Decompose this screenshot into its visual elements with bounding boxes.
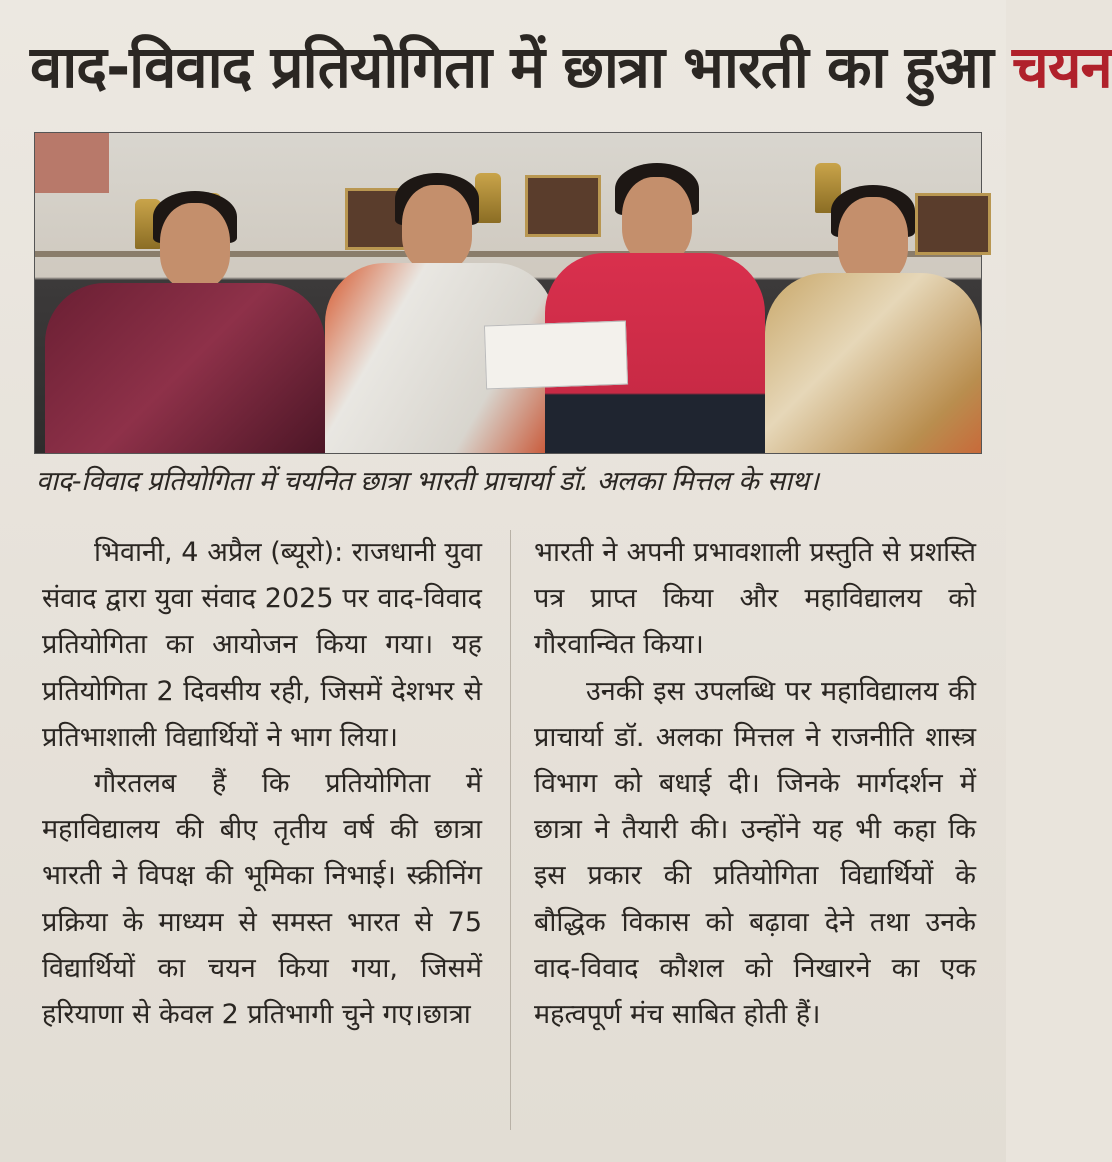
person-second	[325, 173, 555, 453]
article-paragraph: भिवानी, 4 अप्रैल (ब्यूरो): राजधानी युवा संवाद द्वारा युवा संवाद 2025 पर वाद-विवाद प्रतियोगिता का आयोजन किया गया। यह प्रतियोगिता 2 दिवसीय रही, जिसमें देशभर से प्रतिभाशाली विद्यार्थियों ने भाग लिया।	[42, 537, 482, 753]
headline-main: वाद-विवाद प्रतियोगिता में छात्रा भारती का हुआ	[30, 33, 1012, 101]
column-divider	[510, 530, 511, 1130]
news-photo	[34, 132, 982, 454]
article-paragraph: उनकी इस उपलब्धि पर महाविद्यालय की प्राचार्या डॉ. अलका मित्तल ने राजनीति शास्त्र विभाग को बधाई दी। जिनके मार्गदर्शन में छात्रा ने तैयारी की। उन्होंने यह भी कहा कि इस प्रकार की प्रतियोगिता विद्यार्थियों के बौद्धिक विकास को बढ़ावा देने तथा उनके वाद-विवाद कौशल को निखारने का एक महत्वपूर्ण मंच साबित होती हैं।	[534, 675, 976, 1031]
headline-accent-word: चयन	[1011, 33, 1112, 101]
article-paragraph: गौरतलब हैं कि प्रतियोगिता में महाविद्यालय की बीए तृतीय वर्ष की छात्रा भारती ने विपक्ष की भूमिका निभाई। स्क्रीनिंग प्रक्रिया के माध्यम से समस्त भारत से 75 विद्यार्थियों का चयन किया गया, जिसमें हरियाणा से केवल 2 प्रतिभागी चुने गए।छात्रा	[42, 768, 482, 1031]
certificate	[484, 321, 628, 390]
person-left	[45, 191, 325, 453]
article-paragraph: भारती ने अपनी प्रभावशाली प्रस्तुति से प्रशस्ति पत्र प्राप्त किया और महाविद्यालय को गौरवान्वित किया।	[534, 537, 976, 661]
person-student	[545, 163, 765, 453]
photo-caption: वाद-विवाद प्रतियोगिता में चयनित छात्रा भारती प्राचार्या डॉ. अलका मित्तल के साथ।	[36, 466, 819, 497]
headline	[30, 20, 1112, 115]
article-column-left	[42, 530, 482, 1038]
wall-portrait	[35, 133, 109, 193]
article-column-right	[534, 530, 976, 1038]
person-right	[765, 185, 981, 453]
